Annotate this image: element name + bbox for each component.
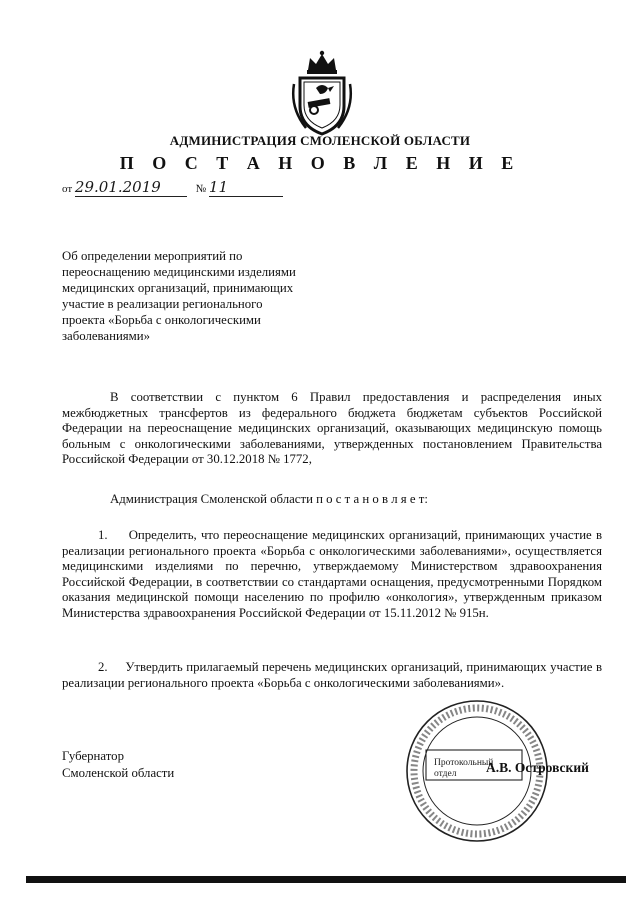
stamp-label (434, 758, 493, 780)
number-prefix: № (195, 183, 207, 195)
preamble-paragraph: В соответствии с пунктом 6 Правил предоставления и распределения иных межбюджетных трансфертов из федерального бюджета бюджетам субъектов Российской Федерации на переоснащение медицинских организаций, оказывающих медицинскую помощь больным с онкологическими заболеваниями, утвержденных постановлением Правительства Российской Федерации от 30.12.2018 № 1772, (62, 390, 602, 466)
stamp-label-line1: Протокольный (434, 758, 494, 768)
number-value: 11 (209, 178, 283, 197)
date-value: 29.01.2019 (75, 178, 187, 197)
item-number: 1. (98, 528, 108, 542)
signer-name: А.В. Островский (486, 760, 589, 775)
resolution-item-2 (62, 660, 602, 691)
coat-of-arms-emblem (286, 48, 358, 136)
organization-title: АДМИНИСТРАЦИЯ СМОЛЕНСКОЙ ОБЛАСТИ (169, 133, 471, 148)
signer-position (62, 748, 174, 782)
resolution-item-1 (62, 528, 602, 621)
document-subject: Об определении мероприятий по переоснащению медицинскими изделиями медицинских организаций, принимающих участие в реализации регионального проекта «Борьба с онкологическими заболеваниями» (62, 249, 296, 343)
resolution-paragraph: Администрация Смоленской области п о с т а н о в л я е т: (110, 492, 428, 506)
signer-position-line2: Смоленской области (62, 766, 175, 780)
item-number: 2. (98, 660, 108, 674)
item-text: Утвердить прилагаемый перечень медицинских организаций, принимающих участие в реализации регионального проекта «Борьба с онкологическими заболеваниями». (62, 660, 603, 690)
page-bottom-rule (26, 876, 626, 883)
date-prefix: от (62, 183, 73, 195)
item-text: Определить, что переоснащение медицинских организаций, принимающих участие в реализации регионального проекта «Борьба с онкологическими заболеваниями», осуществляется медицинскими изделиями по перечню, утверждаемому Министерством здравоохранения Российской Федерации, в соответствии со стандартами оснащения, предусмотренными Порядком оказания медицинской помощи населению по профилю «онкология», утвержденным приказом Министерства здравоохранения Российской Федерации от 15.11.2012 № 915н. (62, 528, 602, 620)
signer-position-line1: Губернатор (62, 749, 124, 763)
date-number-line (62, 178, 302, 202)
stamp-label-line2: отдел (434, 769, 457, 779)
document-type-title: П О С Т А Н О В Л Е Н И Е (119, 153, 521, 173)
